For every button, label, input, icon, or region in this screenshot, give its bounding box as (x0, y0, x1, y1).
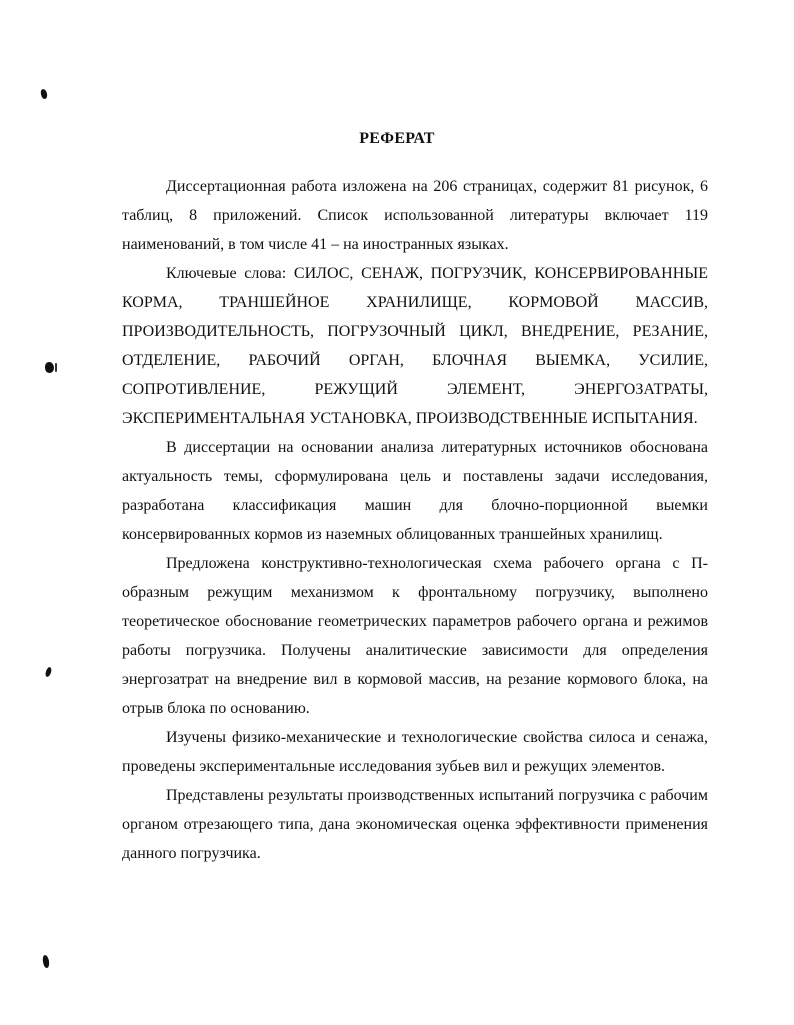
body-text (122, 172, 708, 868)
scan-speck (44, 666, 52, 677)
scan-speck (55, 363, 57, 372)
scan-speck (42, 955, 50, 969)
scan-speck (40, 88, 48, 99)
paragraph-studied: Изучены физико-механические и технологические свойства силоса и сенажа, проведены экспериментальные исследования зубьев вил и режущих элементов. (122, 729, 708, 775)
paragraph-keywords: Ключевые слова: СИЛОС, СЕНАЖ, ПОГРУЗЧИК, КОНСЕРВИРОВАННЫЕ КОРМА, ТРАНШЕЙНОЕ ХРАНИЛИЩЕ, КОРМОВОЙ МАССИВ, ПРОИЗВОДИТЕЛЬНОСТЬ, ПОГРУЗОЧНЫЙ ЦИКЛ, ВНЕДРЕНИЕ, РЕЗАНИЕ, ОТДЕЛЕНИЕ, РАБОЧИЙ ОРГАН, БЛОЧНАЯ ВЫЕМКА, УСИЛИЕ, СОПРОТИВЛЕНИЕ, РЕЖУЩИЙ ЭЛЕМЕНТ, ЭНЕРГОЗАТРАТЫ, ЭКСПЕРИМЕНТАЛЬНАЯ УСТАНОВКА, ПРОИЗВОДСТВЕННЫЕ ИСПЫТАНИЯ. (122, 265, 708, 427)
paragraph-dissertation: В диссертации на основании анализа литературных источников обоснована актуальность темы, сформулирована цель и поставлены задачи исследования, разработана классификация машин для блочно-порционной выемки консервированных кормов из наземных облицованных траншейных хранилищ. (122, 439, 708, 543)
paragraph-summary: Диссертационная работа изложена на 206 страницах, содержит 81 рисунок, 6 таблиц, 8 приложений. Список использованной литературы включает 119 наименований, в том числе 41 – на иностранных языках. (122, 178, 708, 253)
scan-speck (45, 362, 54, 373)
paragraph-proposed: Предложена конструктивно-технологическая схема рабочего органа с П-образным режущим механизмом к фронтальному погрузчику, выполнено теоретическое обоснование геометрических параметров рабочего органа и режимов работы погрузчика. Получены аналитические зависимости для определения энергозатрат на внедрение вил в кормовой массив, на резание кормового блока, на отрыв блока по основанию. (122, 555, 708, 717)
page-title: РЕФЕРАТ (359, 130, 435, 147)
paragraph-results: Представлены результаты производственных испытаний погрузчика с рабочим органом отрезающего типа, дана экономическая оценка эффективности применения данного погрузчика. (122, 787, 708, 862)
